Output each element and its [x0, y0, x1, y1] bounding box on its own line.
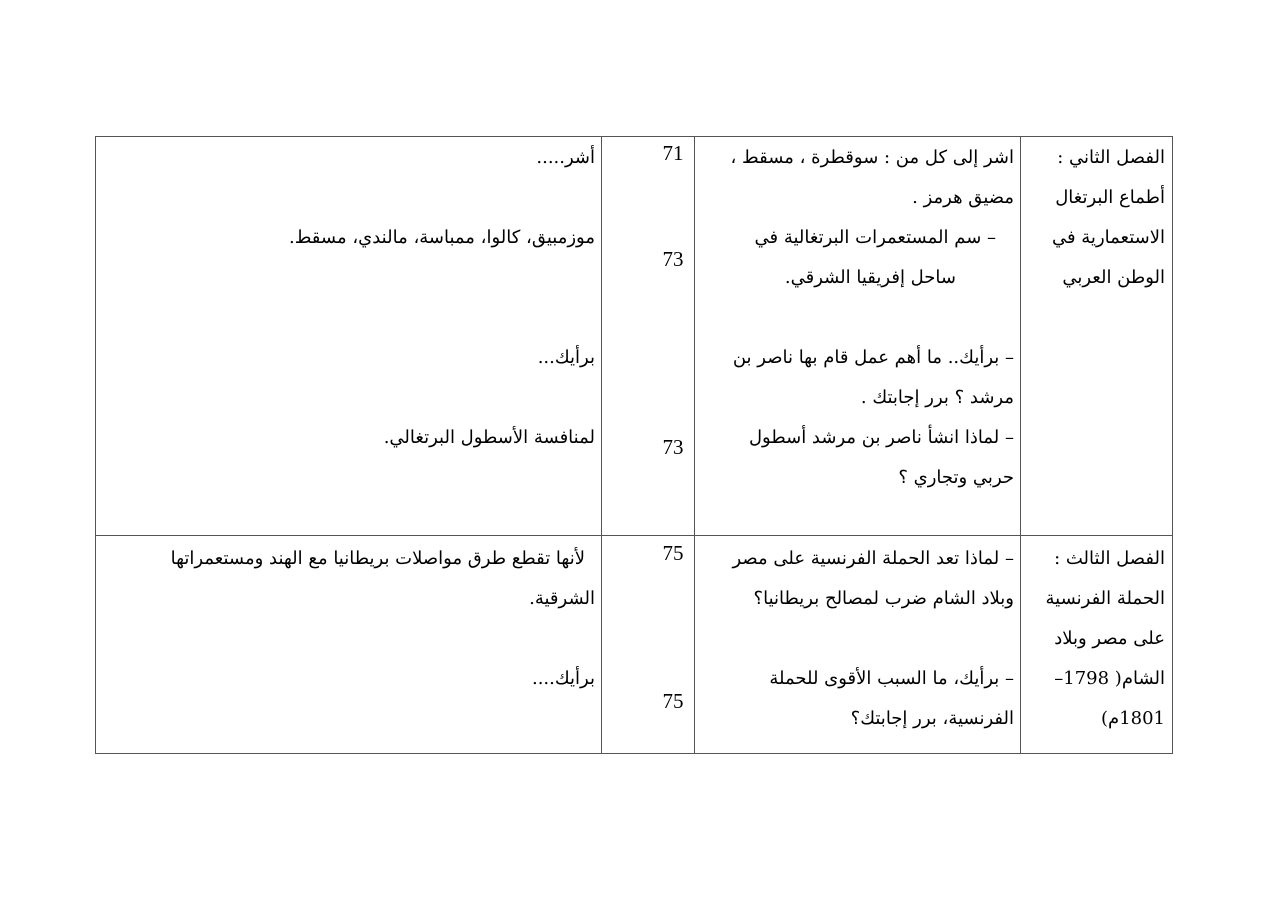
page-number: 73	[662, 435, 684, 459]
page-number: 75	[662, 541, 684, 565]
chapter-line: على مصر وبلاد	[1054, 628, 1165, 649]
chapter-line: أطماع البرتغال	[1055, 187, 1165, 208]
answer-cell	[97, 535, 595, 753]
chapter-line: الاستعمارية في	[1051, 227, 1165, 248]
question-line: – لماذا تعد الحملة الفرنسية على مصر	[732, 548, 1014, 569]
table-border-bottom	[95, 753, 1173, 754]
chapter-line: 1801م)	[1101, 708, 1165, 729]
table-border-left	[95, 136, 96, 754]
chapter-cell	[1022, 535, 1165, 753]
chapter-line: الوطن العربي	[1062, 267, 1165, 288]
question-line: مرشد ؟ برر إجابتك .	[860, 387, 1014, 408]
question-line: وبلاد الشام ضرب لمصالح بريطانيا؟	[753, 588, 1014, 609]
question-line: مضيق هرمز .	[912, 187, 1014, 208]
question-line: الفرنسية، برر إجابتك؟	[850, 708, 1014, 729]
answer-line: الشرقية.	[529, 588, 595, 609]
question-line: ساحل إفريقيا الشرقي.	[784, 267, 956, 288]
chapter-line: الفصل الثالث :	[1054, 548, 1165, 569]
question-cell	[696, 136, 1014, 535]
answer-line: برأيك...	[537, 347, 595, 368]
question-line: – برأيك.. ما أهم عمل قام بها ناصر بن	[732, 347, 1014, 368]
question-line: – برأيك، ما السبب الأقوى للحملة	[769, 668, 1014, 689]
answer-line: أشر.....	[536, 147, 595, 168]
page-number: 71	[662, 141, 684, 165]
column-divider	[601, 136, 602, 754]
page-number: 73	[662, 247, 684, 271]
answer-line: لأنها تقطع طرق مواصلات بريطانيا مع الهند ومستعمراتها	[170, 548, 585, 569]
column-divider	[1020, 136, 1021, 754]
answer-line: لمنافسة الأسطول البرتغالي.	[383, 427, 595, 448]
chapter-line: الفصل الثاني :	[1057, 147, 1165, 168]
table-border-right	[1172, 136, 1173, 754]
question-cell	[696, 535, 1014, 753]
chapter-line: الحملة الفرنسية	[1045, 588, 1165, 609]
answer-line: برأيك....	[531, 668, 595, 689]
question-line: – لماذا انشأ ناصر بن مرشد أسطول	[748, 427, 1014, 448]
answer-line: موزمبيق، كالوا، ممباسة، مالندي، مسقط.	[289, 227, 595, 248]
chapter-line: الشام( 1798–	[1054, 668, 1165, 689]
question-line: اشر إلى كل من : سوقطرة ، مسقط ،	[730, 147, 1014, 168]
chapter-cell	[1022, 136, 1165, 535]
page-number: 75	[662, 689, 684, 713]
answer-cell	[97, 136, 595, 535]
question-line: حربي وتجاري ؟	[898, 467, 1014, 488]
question-line: – سم المستعمرات البرتغالية في	[754, 227, 996, 248]
